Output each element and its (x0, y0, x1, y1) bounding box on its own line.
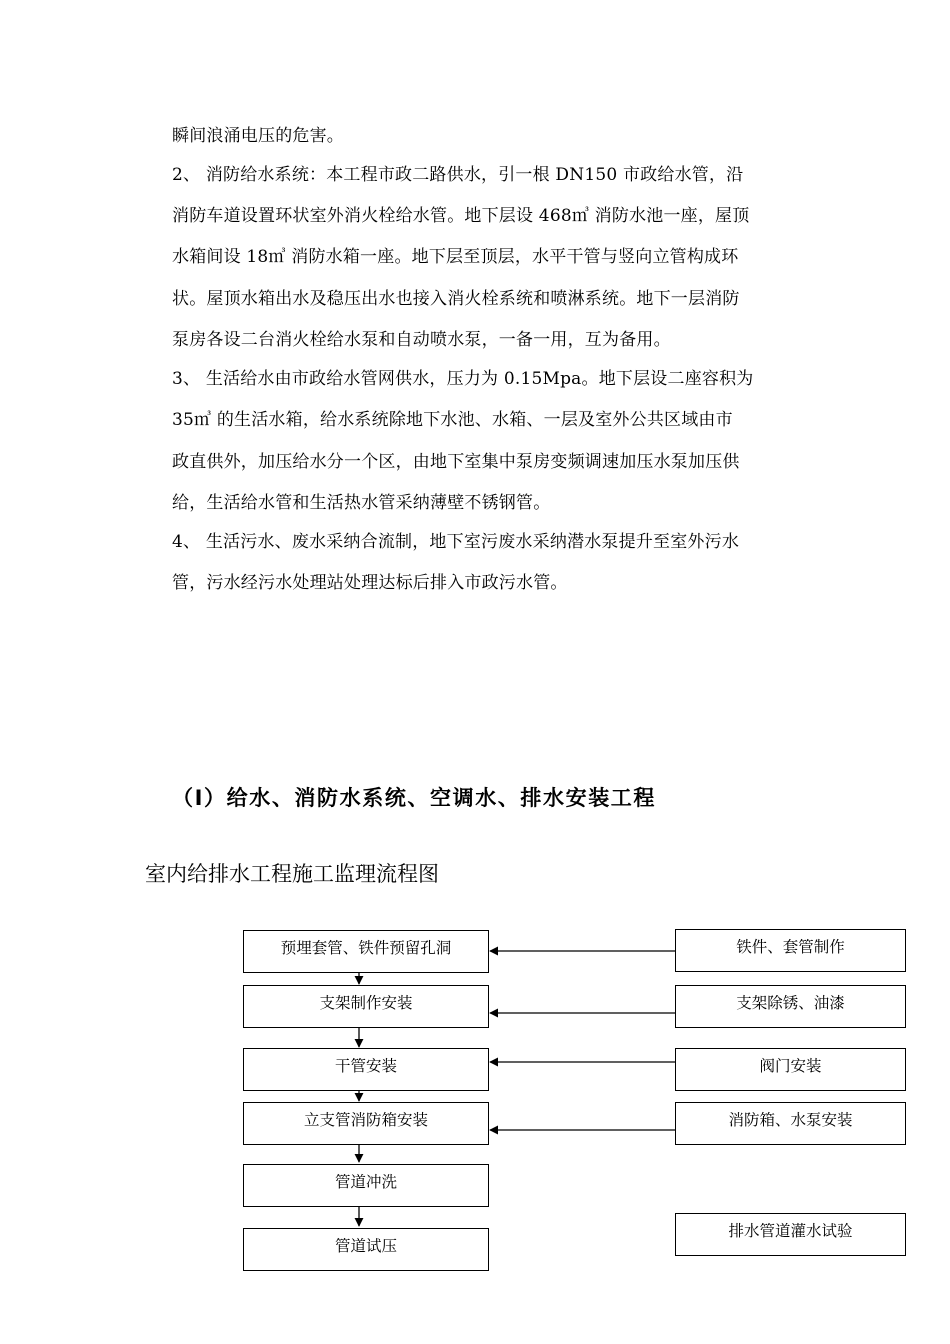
flowchart-title: 室内给排水工程施工监理流程图 (145, 862, 439, 886)
paragraph-line: 管，污水经污水处理站处理达标后排入市政污水管。 (172, 573, 568, 593)
paragraph-line: 消防车道设置环状室外消火栓给水管。地下层设 468㎥ 消防水池一座，屋顶 (172, 206, 750, 226)
paragraph-line: 3、 生活给水由市政给水管网供水，压力为 0.15Mpa。地下层设二座容积为 (172, 369, 754, 389)
paragraph-line: 政直供外，加压给水分一个区，由地下室集中泵房变频调速加压水泵加压供 (172, 452, 740, 472)
paragraph-line: 泵房各设二台消火栓给水泵和自动喷水泵，一备一用，互为备用。 (172, 330, 671, 350)
flow-step-box: 管道冲洗 (243, 1164, 489, 1207)
side-step-box: 铁件、套管制作 (675, 929, 906, 972)
paragraph-line: 水箱间设 18㎥ 消防水箱一座。地下层至顶层，水平干管与竖向立管构成环 (172, 247, 739, 267)
side-step-box: 消防箱、水泵安装 (675, 1102, 906, 1145)
flow-step-box: 管道试压 (243, 1228, 489, 1271)
side-step-box: 排水管道灌水试验 (675, 1213, 906, 1256)
side-step-box: 阀门安装 (675, 1048, 906, 1091)
flow-step-box: 预埋套管、铁件预留孔洞 (243, 930, 489, 973)
section-title: （Ⅰ）给水、消防水系统、空调水、排水安装工程 (172, 786, 657, 810)
flow-step-box: 干管安装 (243, 1048, 489, 1091)
paragraph-line: 给，生活给水管和生活热水管采纳薄壁不锈钢管。 (172, 493, 551, 513)
paragraph-line: 4、 生活污水、废水采纳合流制，地下室污废水采纳潜水泵提升至室外污水 (172, 532, 740, 552)
paragraph-line: 35㎥ 的生活水箱，给水系统除地下水池、水箱、一层及室外公共区域由市 (172, 410, 733, 430)
flow-step-box: 立支管消防箱安装 (243, 1102, 489, 1145)
paragraph-line: 状。屋顶水箱出水及稳压出水也接入消火栓系统和喷淋系统。地下一层消防 (172, 289, 740, 309)
side-step-box: 支架除锈、油漆 (675, 985, 906, 1028)
paragraph-line: 瞬间浪涌电压的危害。 (172, 126, 344, 146)
flow-step-box: 支架制作安装 (243, 985, 489, 1028)
paragraph-line: 2、 消防给水系统：本工程市政二路供水，引一根 DN150 市政给水管，沿 (172, 165, 744, 185)
